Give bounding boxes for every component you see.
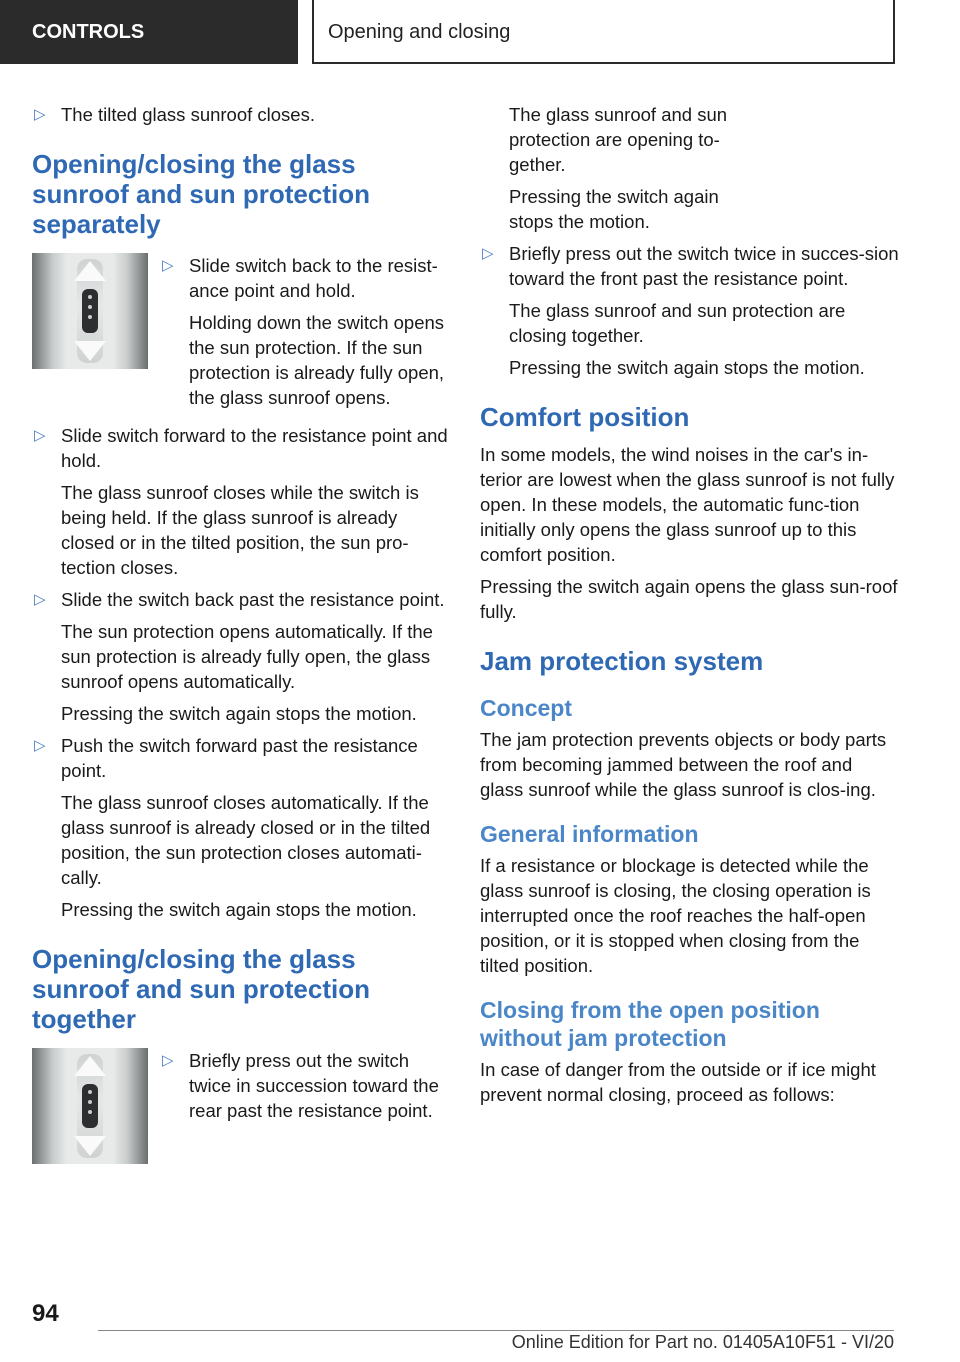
bullet-triangle-icon: ▷ <box>34 427 46 444</box>
paragraph: The jam protection prevents objects or body parts from becoming jammed between the roof and glass sunroof while the glass sunroof is clos-ing. <box>480 729 887 800</box>
sunroof-switch-image <box>32 253 148 369</box>
figure-block <box>32 1048 452 1164</box>
heading-together: Opening/closing the glass sunroof and sun protection together <box>32 944 370 1034</box>
page-number: 94 <box>32 1300 59 1327</box>
left-column <box>32 102 452 1170</box>
right-column <box>480 102 900 1114</box>
header-topic: Opening and closing <box>312 0 895 64</box>
footer-divider <box>98 1330 894 1331</box>
figure-block <box>32 253 452 417</box>
paragraph: In case of danger from the outside or if ice might prevent normal closing, proceed as follows: <box>480 1059 876 1105</box>
list-item-continued: The glass sunroof and sun protection are opening to-gether. Pressing the switch again stops the motion. <box>509 104 728 232</box>
list-item: ▷ The tilted glass sunroof closes. <box>34 104 315 125</box>
list-item: ▷ Push the switch forward past the resistance point. The glass sunroof closes automatically. If the glass sunroof is already closed or in the tilted position, the sun protection closes automati-cally. Pressing the switch again stops the motion. <box>34 735 431 920</box>
paragraph: Pressing the switch again opens the glass sun-roof fully. <box>480 576 898 622</box>
sunroof-switch-image <box>32 1048 148 1164</box>
bullet-triangle-icon: ▷ <box>34 106 46 123</box>
list-item: ▷ Briefly press out the switch twice in succession toward the rear past the resistance point. <box>162 1050 439 1121</box>
footer-edition: Online Edition for Part no. 01405A10F51 - VI/20 <box>511 1332 894 1352</box>
header-section: CONTROLS <box>0 0 298 64</box>
paragraph: If a resistance or blockage is detected while the glass sunroof is closing, the closing operation is interrupted once the roof reaches the half-open position, or it is stopped when closing from the tilted position. <box>480 855 871 976</box>
list-item: ▷ Slide switch back to the resist-ance point and hold. Holding down the switch opens the sun protection. If the sun protection is already fully open, the glass sunroof opens. <box>162 255 445 408</box>
bullet-triangle-icon: ▷ <box>34 737 46 754</box>
list-item: ▷ Briefly press out the switch twice in succes-sion toward the front past the resistance point. The glass sunroof and sun protection are closing together. Pressing the switch again stops the motion. <box>482 243 899 378</box>
heading-closing: Closing from the open position without jam protection <box>480 997 820 1051</box>
heading-comfort: Comfort position <box>480 402 690 432</box>
paragraph: In some models, the wind noises in the car's in-terior are lowest when the glass sunroof is not fully open. In these models, the automatic func-tion initially only opens the glass sunroof up to this comfort position. <box>480 444 895 565</box>
heading-separately: Opening/closing the glass sunroof and sun protection separately <box>32 149 370 239</box>
heading-jam: Jam protection system <box>480 646 764 676</box>
list-item: ▷ Slide the switch back past the resistance point. The sun protection opens automatically. If the sun protection is already fully open, the glass sunroof opens automatically. Pressing the switch again stops the motion. <box>34 589 445 724</box>
bullet-triangle-icon: ▷ <box>34 591 46 608</box>
bullet-triangle-icon: ▷ <box>162 1052 174 1069</box>
list-item: ▷ Slide switch forward to the resistance point and hold. The glass sunroof closes while the switch is being held. If the glass sunroof is already closed or in the tilted position, the sun pro-tection closes. <box>34 425 448 578</box>
heading-concept: Concept <box>480 695 572 721</box>
bullet-triangle-icon: ▷ <box>162 257 174 274</box>
heading-general: General information <box>480 821 699 847</box>
bullet-triangle-icon: ▷ <box>482 245 494 262</box>
